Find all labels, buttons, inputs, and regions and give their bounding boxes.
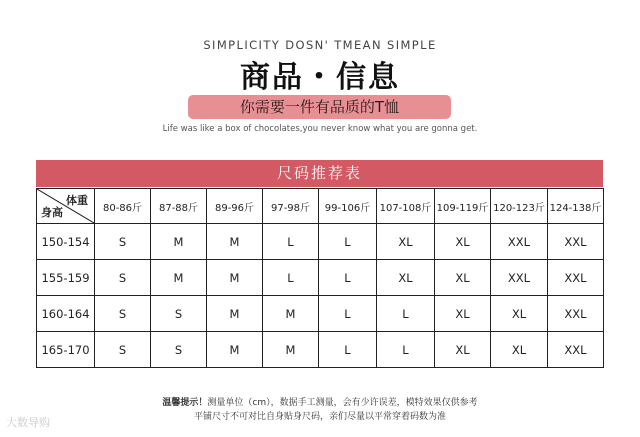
- table-row: [37, 296, 604, 332]
- size-cell: XL: [435, 296, 491, 332]
- size-cell: S: [151, 332, 207, 368]
- size-cell: XL: [435, 260, 491, 296]
- size-cell: XL: [377, 224, 435, 260]
- weight-header-label: 体重: [66, 194, 88, 207]
- size-cell: XL: [377, 260, 435, 296]
- size-table: [36, 188, 604, 368]
- height-header-label: 身高: [41, 206, 63, 219]
- size-cell: M: [207, 296, 263, 332]
- size-cell: M: [263, 296, 319, 332]
- size-cell: L: [319, 332, 377, 368]
- size-cell: XL: [435, 224, 491, 260]
- size-cell: S: [95, 260, 151, 296]
- top-tagline: SIMPLICITY DOSN' TMEAN SIMPLE: [203, 38, 437, 52]
- size-cell: M: [151, 224, 207, 260]
- notes-text-1: 测量单位（cm），数据手工测量，会有少许误差，模特效果仅供参考: [207, 398, 478, 408]
- notes-line-1: [0, 396, 640, 410]
- size-cell: M: [151, 260, 207, 296]
- size-cell: M: [263, 332, 319, 368]
- size-cell: M: [207, 224, 263, 260]
- weight-column-header: 89-96斤: [207, 189, 263, 224]
- weight-column-header: 109-119斤: [435, 189, 491, 224]
- size-cell: XL: [491, 332, 548, 368]
- weight-column-header: 120-123斤: [491, 189, 548, 224]
- table-row: [37, 224, 604, 260]
- size-cell: M: [207, 332, 263, 368]
- size-cell: M: [207, 260, 263, 296]
- size-cell: S: [95, 296, 151, 332]
- size-cell: L: [319, 260, 377, 296]
- height-range-cell: 160-164: [37, 296, 95, 332]
- size-cell: L: [263, 260, 319, 296]
- height-range-cell: 155-159: [37, 260, 95, 296]
- notes-line-2: 平铺尺寸不可对比自身贴身尺码，亲们尽量以平常穿着码数为准: [193, 412, 446, 422]
- size-cell: L: [377, 296, 435, 332]
- weight-column-header: 124-138斤: [548, 189, 604, 224]
- height-range-cell: 150-154: [37, 224, 95, 260]
- size-cell: L: [319, 224, 377, 260]
- size-cell: XL: [435, 332, 491, 368]
- size-cell: S: [95, 224, 151, 260]
- size-cell: XXL: [491, 260, 548, 296]
- weight-column-header: 80-86斤: [95, 189, 151, 224]
- weight-column-header: 99-106斤: [319, 189, 377, 224]
- weight-column-header: 87-88斤: [151, 189, 207, 224]
- weight-column-header: 107-108斤: [377, 189, 435, 224]
- size-cell: XXL: [548, 296, 604, 332]
- table-header-row: [37, 189, 604, 224]
- size-cell: XXL: [491, 224, 548, 260]
- size-cell: XXL: [548, 224, 604, 260]
- notes-label: 温馨提示！: [162, 398, 208, 408]
- subtitle-pill: 你需要一件有品质的T恤: [188, 95, 451, 119]
- size-cell: S: [95, 332, 151, 368]
- size-cell: L: [377, 332, 435, 368]
- watermark-logo: 大数导购: [6, 416, 50, 429]
- height-range-cell: 165-170: [37, 332, 95, 368]
- page-title: 商品・信息: [240, 60, 400, 95]
- weight-column-header: 97-98斤: [263, 189, 319, 224]
- size-chart-banner: 尺码推荐表: [36, 160, 603, 187]
- table-row: [37, 260, 604, 296]
- english-tagline: Life was like a box of chocolates,you never know what you are gonna get.: [162, 124, 478, 134]
- size-cell: XL: [491, 296, 548, 332]
- size-cell: L: [263, 224, 319, 260]
- notes: [0, 396, 640, 424]
- size-cell: XXL: [548, 260, 604, 296]
- size-cell: S: [151, 296, 207, 332]
- size-cell: XXL: [548, 332, 604, 368]
- size-cell: L: [319, 296, 377, 332]
- table-row: [37, 332, 604, 368]
- table-corner-cell: [37, 189, 95, 224]
